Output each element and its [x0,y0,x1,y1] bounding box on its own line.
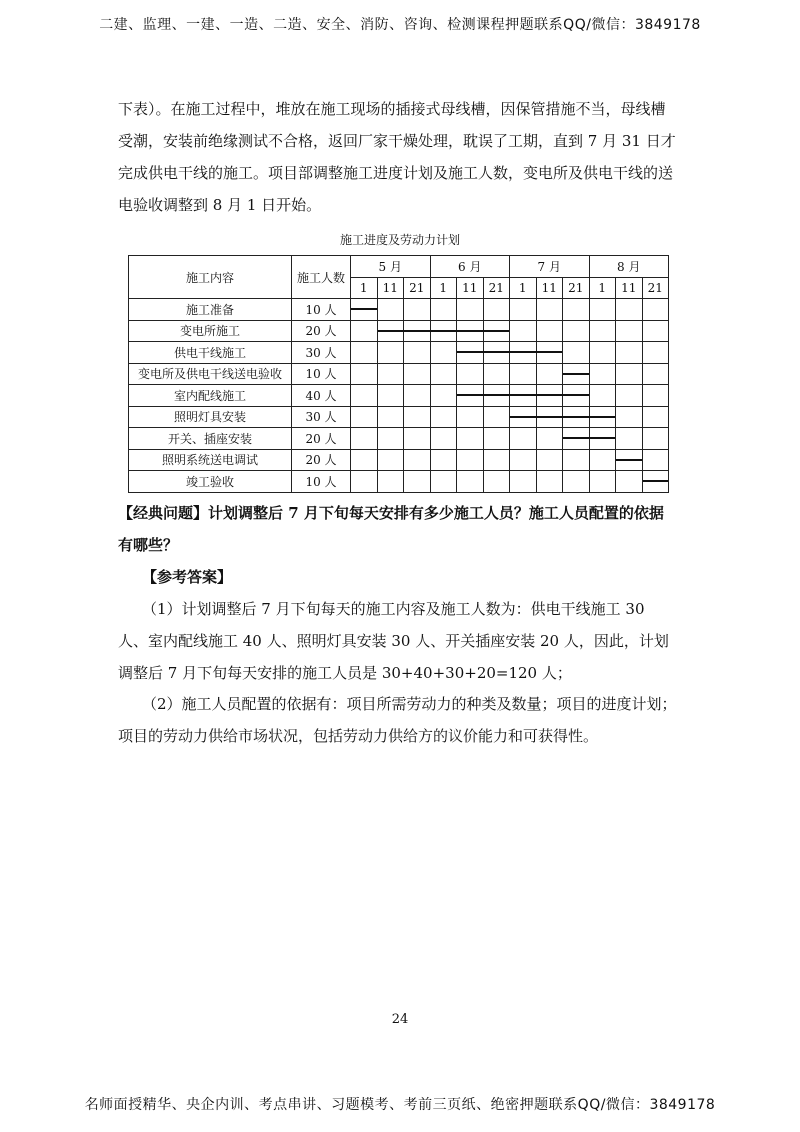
gantt-cell [563,406,590,428]
gantt-bar [589,416,616,418]
gantt-cell [536,363,563,385]
gantt-cell [589,363,616,385]
task-name-cell: 变电所施工 [129,320,292,342]
gantt-cell [642,299,669,321]
gantt-cell [563,342,590,364]
gantt-cell [483,299,510,321]
gantt-cell [351,342,378,364]
table-row [129,363,669,385]
header-workers: 施工人数 [292,256,351,299]
gantt-cell [483,471,510,493]
gantt-bar [562,394,589,396]
gantt-bar [483,330,510,332]
gantt-cell [351,406,378,428]
gantt-bar [509,394,537,396]
gantt-cell [510,428,537,450]
gantt-cell [430,428,457,450]
table-row [129,471,669,493]
gantt-cell [430,299,457,321]
gantt-cell [404,406,431,428]
task-name-cell: 施工准备 [129,299,292,321]
month-june: 6 月 [430,256,510,278]
gantt-cell [536,471,563,493]
gantt-cell [457,471,484,493]
gantt-cell [589,385,616,407]
task-workers-cell: 10 人 [292,363,351,385]
gantt-bar [378,330,405,332]
gantt-cell [642,406,669,428]
task-name-cell: 供电干线施工 [129,342,292,364]
gantt-cell [430,342,457,364]
gantt-cell [377,385,404,407]
page-header: 二建、监理、一建、一造、二造、安全、消防、咨询、检测课程押题联系QQ/微信：3849178 [99,17,701,33]
gantt-cell [510,449,537,471]
gantt-cell [510,320,537,342]
gantt-bar [351,308,377,310]
gantt-cell [589,320,616,342]
gantt-bar [403,330,431,332]
gantt-cell [404,449,431,471]
task-workers-cell: 10 人 [292,299,351,321]
table-row [129,342,669,364]
gantt-bar [536,351,563,353]
gantt-cell [483,406,510,428]
gantt-cell [510,406,537,428]
table-row [129,299,669,321]
gantt-cell [377,320,404,342]
gantt-cell [351,471,378,493]
day-header-cell: 11 [616,277,643,299]
gantt-cell [457,342,484,364]
gantt-cell [483,449,510,471]
page-number: 24 [391,1012,409,1027]
task-name-cell: 室内配线施工 [129,385,292,407]
gantt-cell [563,363,590,385]
task-workers-cell: 10 人 [292,471,351,493]
gantt-cell [616,363,643,385]
gantt-cell [510,342,537,364]
gantt-cell [510,299,537,321]
gantt-cell [483,320,510,342]
question-paragraph: 【经典问题】计划调整后 7 月下旬每天安排有多少施工人员？施工人员配置的依据有哪些？ [118,504,664,554]
table-row [129,320,669,342]
gantt-cell [430,363,457,385]
gantt-cell [642,363,669,385]
intro-paragraph: 下表）。在施工过程中，堆放在施工现场的插接式母线槽，因保管措施不当，母线槽受潮，安装前绝缘测试不合格，返回厂家干燥处理，耽误了工期，直到 7 月 31 日才完成供电干线的施工。项目部调整施工进度计划及施工人数，变电所及供电干线的送电验收调整到 8 月 1 日开始。 [118,100,676,214]
gantt-bar [483,351,511,353]
gantt-cell [536,449,563,471]
day-header-cell: 1 [430,277,457,299]
gantt-cell [616,299,643,321]
gantt-cell [457,449,484,471]
table-row [129,385,669,407]
gantt-cell [642,320,669,342]
gantt-cell [430,449,457,471]
gantt-cell [483,363,510,385]
gantt-cell [589,471,616,493]
gantt-cell [430,471,457,493]
day-header-cell: 21 [483,277,510,299]
month-august: 8 月 [589,256,669,278]
gantt-cell [457,320,484,342]
gantt-cell [430,320,457,342]
gantt-cell [616,342,643,364]
gantt-bar [457,351,484,353]
gantt-cell [642,449,669,471]
task-workers-cell: 20 人 [292,428,351,450]
gantt-bar [616,459,642,461]
gantt-cell [536,342,563,364]
gantt-cell [377,449,404,471]
gantt-cell [563,299,590,321]
gantt-cell [616,428,643,450]
gantt-cell [377,299,404,321]
gantt-cell [589,406,616,428]
gantt-cell [377,406,404,428]
header-content: 施工内容 [129,256,292,299]
gantt-cell [351,320,378,342]
gantt-cell [616,385,643,407]
gantt-cell [536,385,563,407]
gantt-cell [563,320,590,342]
gantt-cell [351,385,378,407]
gantt-cell [430,385,457,407]
gantt-bar [430,330,458,332]
day-header-cell: 21 [642,277,669,299]
gantt-cell [536,428,563,450]
gantt-cell [616,449,643,471]
gantt-cell [589,342,616,364]
gantt-cell [404,385,431,407]
gantt-cell [457,363,484,385]
gantt-cell [483,342,510,364]
task-workers-cell: 30 人 [292,406,351,428]
gantt-cell [457,428,484,450]
day-header-cell: 21 [563,277,590,299]
gantt-bar [457,394,484,396]
day-header-cell: 1 [510,277,537,299]
gantt-cell [430,406,457,428]
gantt-cell [404,320,431,342]
answer-paragraph-1: （1）计划调整后 7 月下旬每天的施工内容及施工人数为：供电干线施工 30 人、室内配线施工 40 人、照明灯具安装 30 人、开关插座安装 20 人，因此，计划调整后 7 月下旬每天安排的施工人员是 30+40+30+20=120 人； [118,600,669,682]
gantt-cell [404,428,431,450]
gantt-cell [404,363,431,385]
gantt-cell [377,428,404,450]
gantt-cell [589,449,616,471]
gantt-bar [562,416,590,418]
gantt-cell [642,342,669,364]
gantt-cell [510,385,537,407]
gantt-cell [536,299,563,321]
gantt-cell [377,471,404,493]
day-header-cell: 11 [457,277,484,299]
answer-paragraph-2: （2）施工人员配置的依据有：项目所需劳动力的种类及数量；项目的进度计划；项目的劳动力供给市场状况，包括劳动力供给方的议价能力和可获得性。 [118,695,677,745]
gantt-bar [563,437,590,439]
day-header-cell: 11 [536,277,563,299]
gantt-cell [404,299,431,321]
answer-title: 【参考答案】 [142,568,233,586]
gantt-cell [616,471,643,493]
gantt-cell [457,385,484,407]
gantt-cell [404,471,431,493]
gantt-cell [589,428,616,450]
gantt-cell [563,471,590,493]
task-workers-cell: 30 人 [292,342,351,364]
gantt-cell [589,299,616,321]
gantt-cell [536,320,563,342]
gantt-cell [404,342,431,364]
gantt-bar [483,394,511,396]
gantt-cell [510,471,537,493]
month-may: 5 月 [351,256,431,278]
task-workers-cell: 20 人 [292,320,351,342]
gantt-bar [509,351,537,353]
day-header-cell: 1 [589,277,616,299]
gantt-cell [351,449,378,471]
gantt-bar [510,416,537,418]
gantt-cell [483,385,510,407]
task-name-cell: 竣工验收 [129,471,292,493]
gantt-cell [377,363,404,385]
month-header-row [129,256,669,278]
task-name-cell: 变电所及供电干线送电验收 [129,363,292,385]
gantt-cell [642,385,669,407]
task-name-cell: 照明系统送电调试 [129,449,292,471]
gantt-cell [563,449,590,471]
gantt-cell [536,406,563,428]
table-caption: 施工进度及劳动力计划 [339,233,460,247]
day-header-cell: 21 [404,277,431,299]
gantt-cell [563,428,590,450]
table-row [129,406,669,428]
gantt-cell [351,363,378,385]
gantt-cell [457,406,484,428]
gantt-bar [589,437,616,439]
month-july: 7 月 [510,256,590,278]
task-name-cell: 照明灯具安装 [129,406,292,428]
schedule-table [128,255,669,493]
day-header-cell: 1 [351,277,378,299]
gantt-cell [642,471,669,493]
task-name-cell: 开关、插座安装 [129,428,292,450]
gantt-bar [456,330,484,332]
gantt-cell [642,428,669,450]
table-row [129,428,669,450]
gantt-cell [563,385,590,407]
gantt-bar [563,373,589,375]
gantt-cell [377,342,404,364]
day-header-cell: 11 [377,277,404,299]
gantt-cell [616,320,643,342]
table-row [129,449,669,471]
gantt-cell [351,299,378,321]
task-workers-cell: 20 人 [292,449,351,471]
gantt-cell [510,363,537,385]
gantt-cell [483,428,510,450]
gantt-bar [536,416,564,418]
gantt-cell [457,299,484,321]
page-footer: 名师面授精华、央企内训、考点串讲、习题模考、考前三页纸、绝密押题联系QQ/微信：3849178 [84,1097,716,1113]
gantt-cell [351,428,378,450]
gantt-bar [536,394,564,396]
gantt-bar [643,480,669,482]
gantt-cell [616,406,643,428]
task-workers-cell: 40 人 [292,385,351,407]
